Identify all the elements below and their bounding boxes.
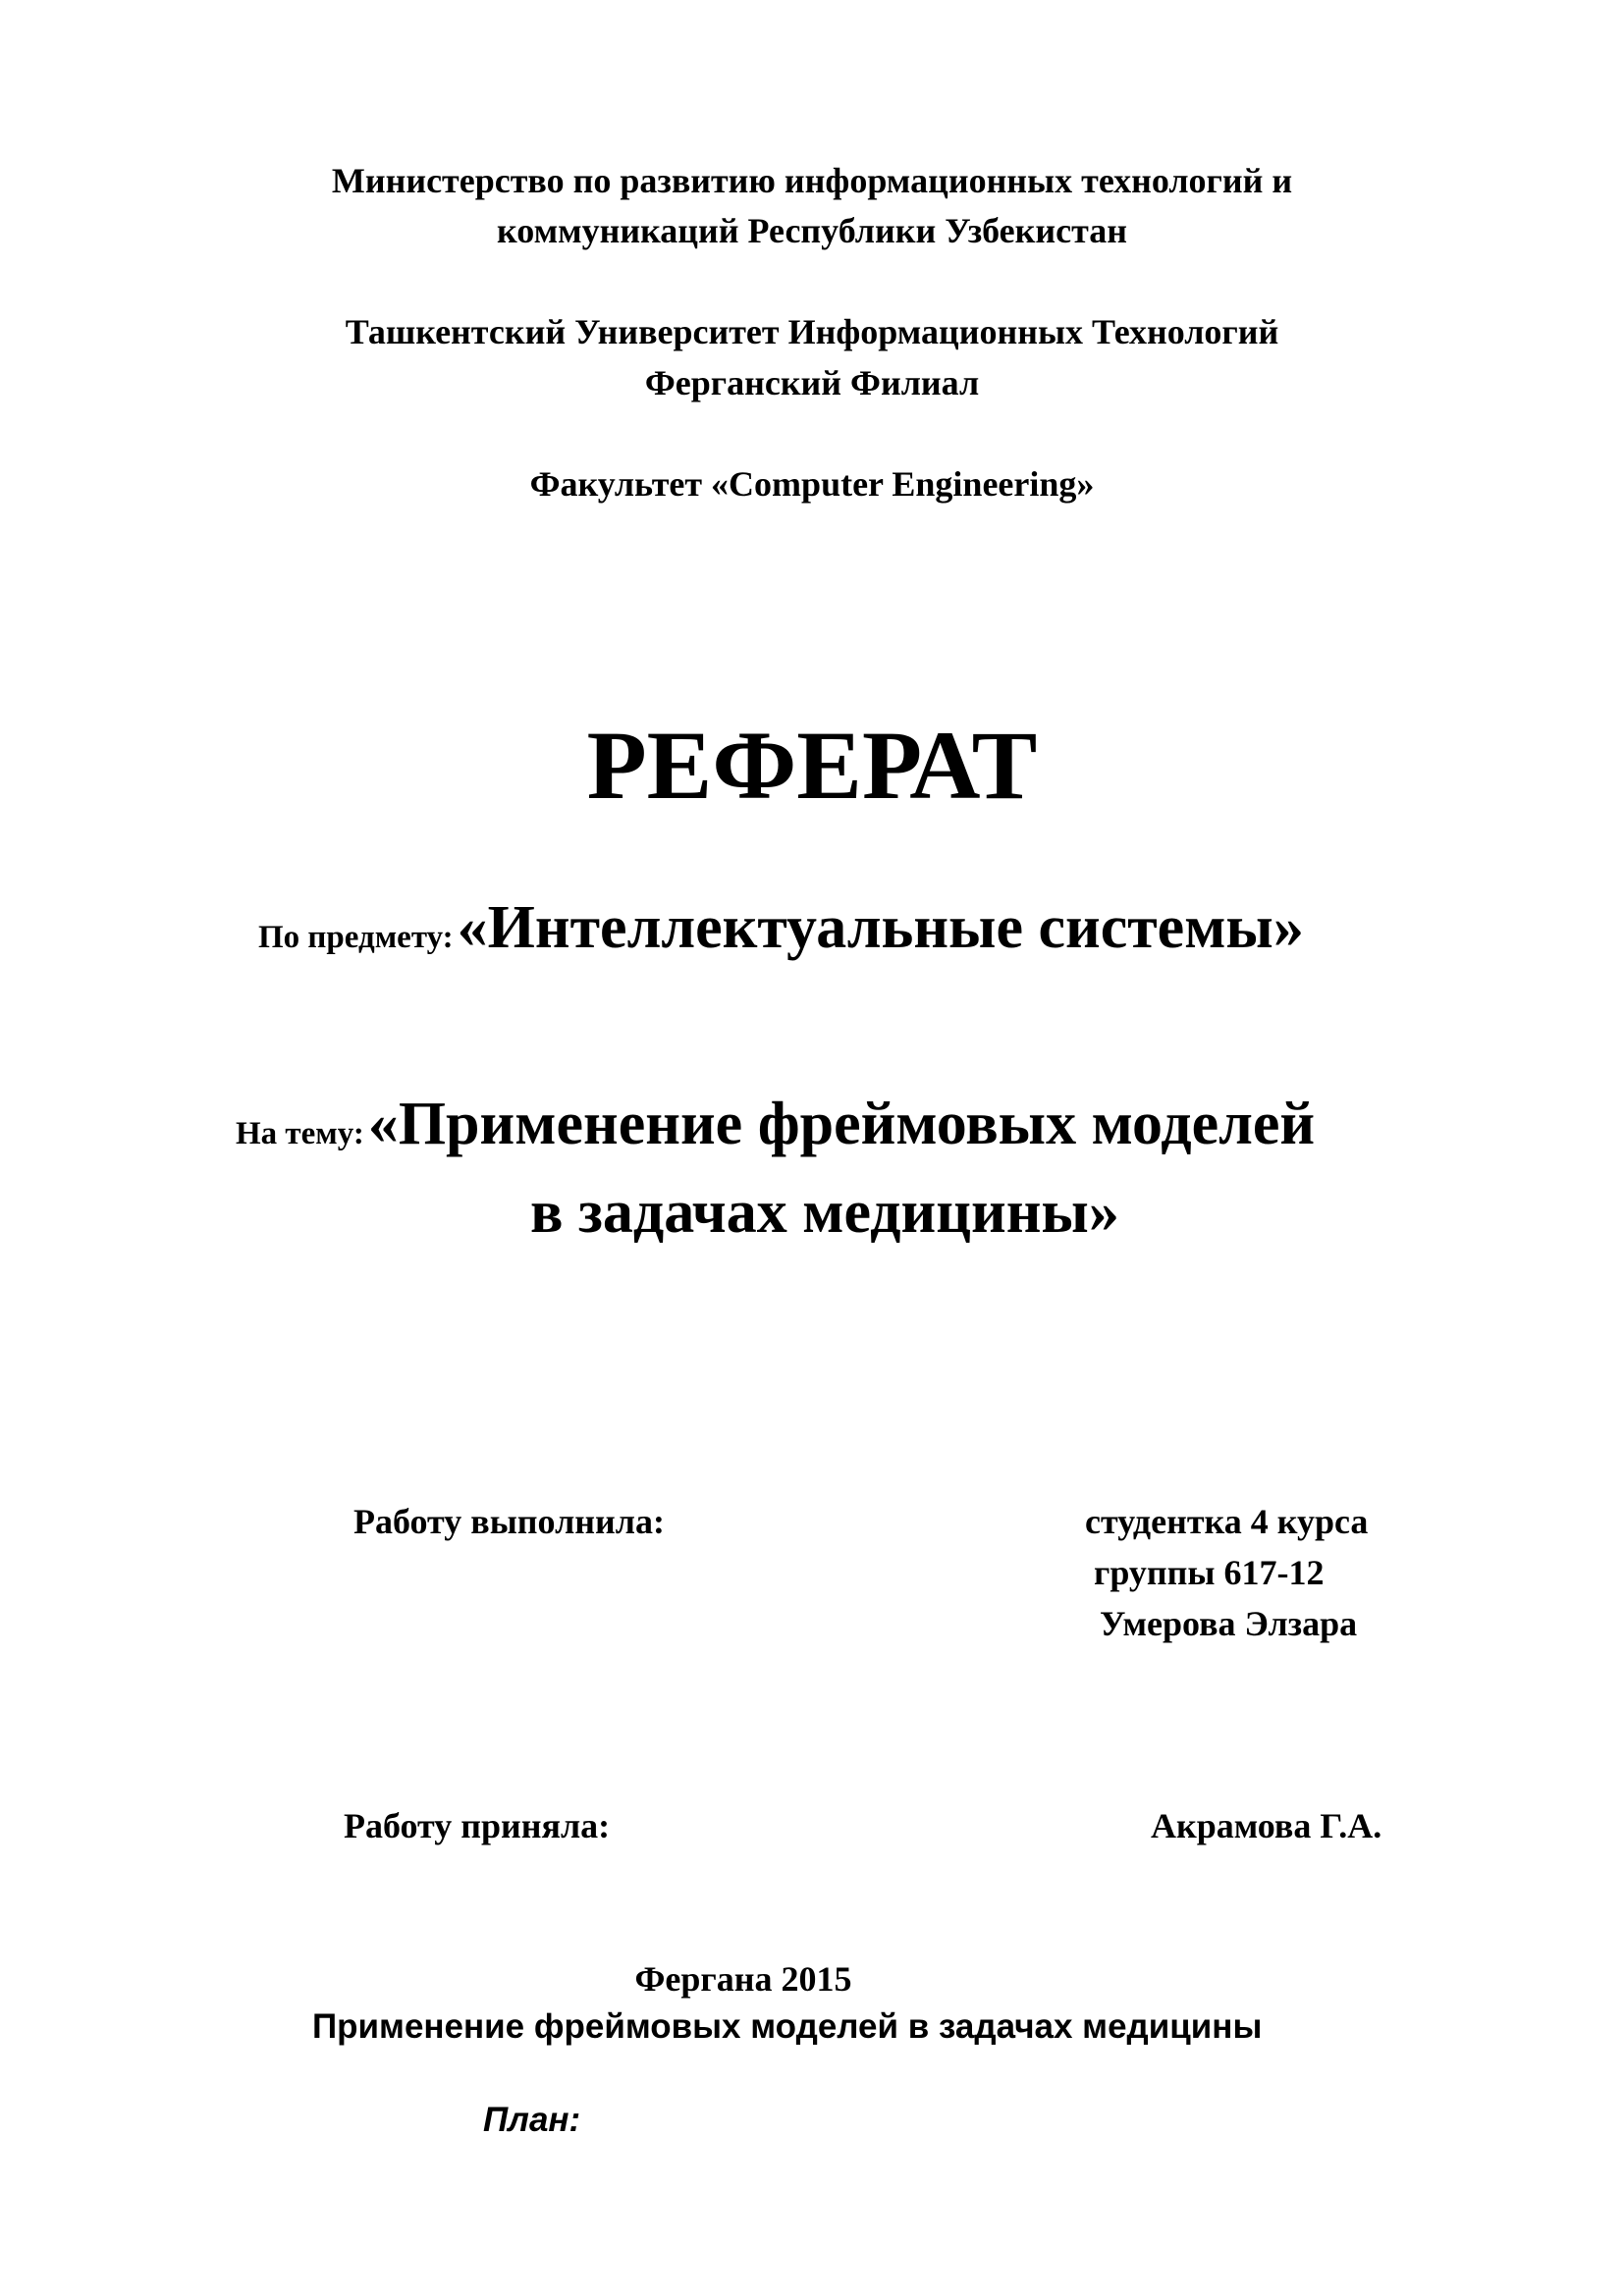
student-name: Умерова Элзара: [1100, 1604, 1358, 1643]
accepted-label: Работу приняла:: [344, 1806, 611, 1845]
subject-line: [258, 888, 1304, 983]
student-course: студентка 4 курса: [1085, 1502, 1369, 1541]
topic-value-line-1: «Применение фреймовых моделей: [367, 1091, 1316, 1157]
university-line-2: Ферганский Филиал: [644, 363, 980, 402]
city-year: Фергана 2015: [634, 1959, 852, 1999]
subject-prefix: По предмету:: [258, 920, 454, 955]
teacher-name: Акрамова Г.А.: [1151, 1806, 1382, 1845]
next-page-heading: Применение фреймовых моделей в задачах медицины: [312, 2007, 1263, 2046]
performed-label: Работу выполнила:: [353, 1502, 665, 1541]
ministry-line-1: Министерство по развитию информационных технологий и: [331, 161, 1293, 200]
ministry-line-2: коммуникаций Республики Узбекистан: [496, 211, 1127, 250]
faculty-line: Факультет «Computer Engineering»: [529, 464, 1095, 504]
document-title: РЕФЕРАТ: [586, 711, 1038, 820]
plan-label: План:: [483, 2101, 581, 2139]
subject-value: «Интеллектуальные системы»: [457, 894, 1304, 961]
topic-line-1: [236, 1085, 1315, 1179]
topic-value-line-2: в задачах медицины»: [530, 1179, 1119, 1246]
student-group: группы 617-12: [1094, 1553, 1325, 1592]
topic-prefix: На тему:: [236, 1116, 364, 1151]
university-line-1: Ташкентский Университет Информационных Технологий: [345, 312, 1279, 351]
